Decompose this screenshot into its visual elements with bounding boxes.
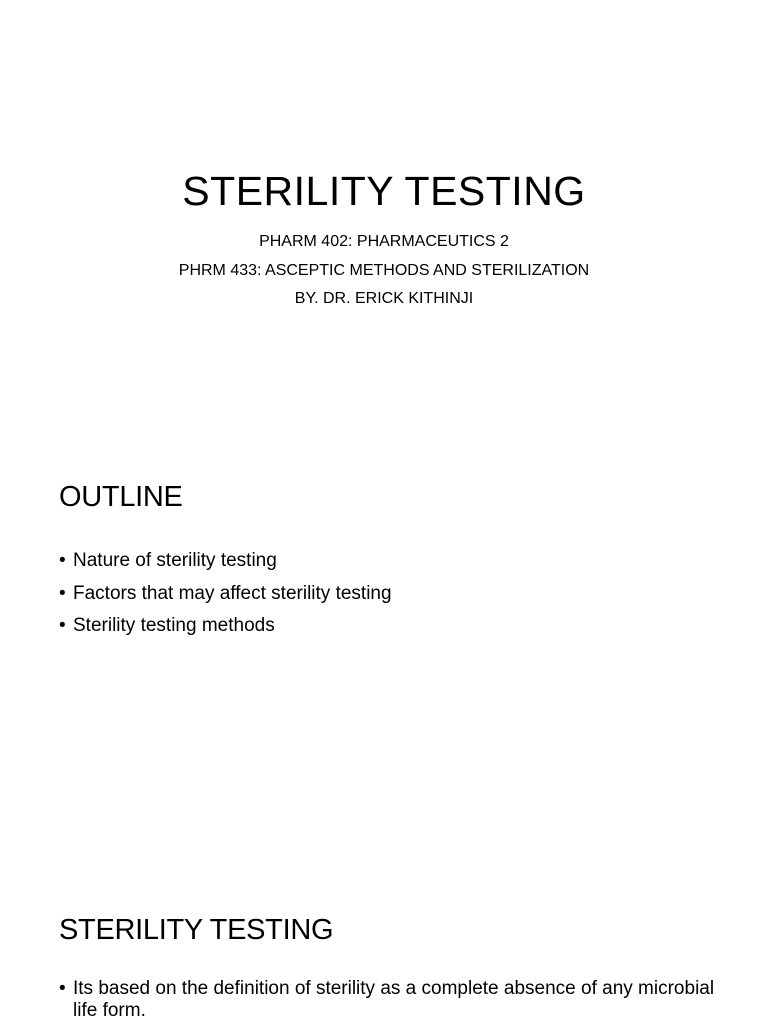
list-item: [59, 578, 392, 611]
list-item-text: Factors that may affect sterility testing: [73, 582, 392, 604]
author-line: BY. DR. ERICK KITHINJI: [294, 290, 474, 307]
list-item: [59, 610, 392, 643]
sterility-bullet-list: [59, 978, 719, 1022]
bullet-icon: •: [59, 582, 66, 604]
bullet-icon: •: [59, 978, 66, 999]
outline-slide: [0, 433, 768, 866]
course-code-line: PHARM 402: PHARMACEUTICS 2: [259, 233, 509, 250]
sterility-heading: STERILITY TESTING: [59, 914, 334, 946]
list-item: [59, 545, 392, 578]
subtitle-block: [0, 228, 768, 314]
bullet-icon: •: [59, 615, 66, 636]
list-item: [59, 978, 719, 1022]
course-title-line: PHRM 433: ASCEPTIC METHODS AND STERILIZATION: [178, 261, 590, 279]
sterility-testing-slide: [0, 866, 768, 1024]
outline-heading: OUTLINE: [59, 481, 183, 513]
title-slide: [0, 0, 768, 433]
list-item-text: Nature of sterility testing: [73, 550, 277, 571]
outline-bullet-list: [59, 545, 392, 643]
presentation-title: STERILITY TESTING: [182, 168, 586, 214]
list-item-text: Sterility testing methods: [73, 615, 275, 636]
list-item-text: Its based on the definition of sterility as a complete absence of any microbial life form.: [73, 978, 715, 1021]
bullet-icon: •: [59, 550, 66, 571]
